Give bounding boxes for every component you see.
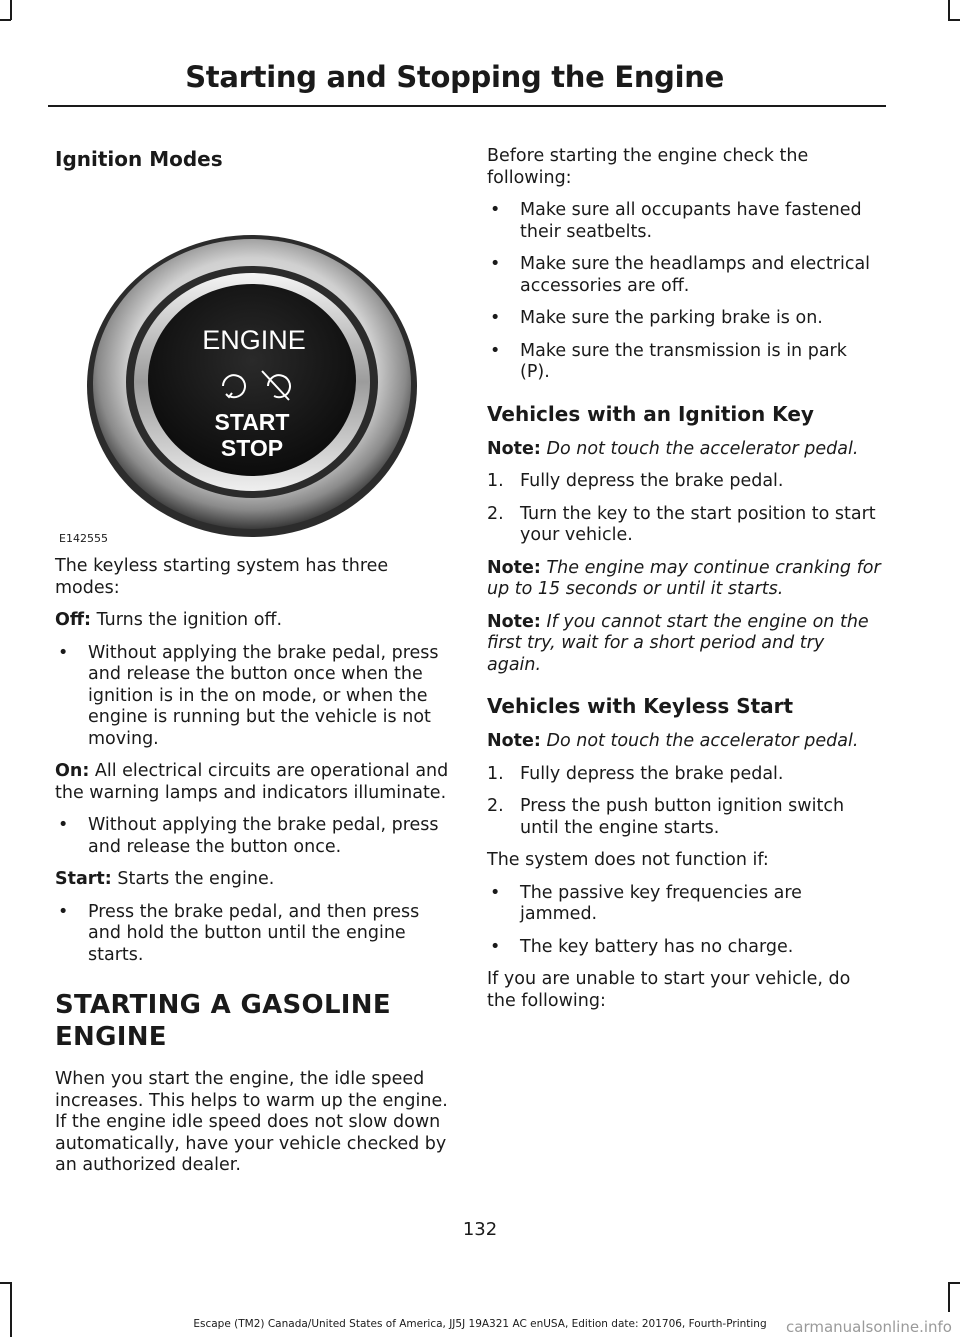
key-note-cranking: Note: The engine may continue cranking for up to 15 seconds or until it starts. [487, 557, 881, 599]
unable-to-start-text: If you are unable to start your vehicle, do the following: [487, 969, 851, 1011]
engine-button-figure [55, 164, 450, 544]
ignition-modes-heading: Ignition Modes [55, 147, 223, 171]
watermark: carmanualsonline.info [786, 1318, 952, 1336]
section-heading-line1: STARTING A GASOLINE [55, 990, 391, 1020]
keyless-note: Note: Do not touch the accelerator pedal. [487, 731, 859, 751]
list-item: • Make sure the transmission is in park (P). [487, 341, 882, 384]
on-mode: On: All electrical circuits are operational and the warning lamps and indicators illuminate. [55, 761, 449, 803]
list-item: • Without applying the brake pedal, press and release the button once when the ignition is in the on mode, or when the engine is running but the vehicle is not moving. [55, 643, 450, 751]
page-number: 132 [462, 1219, 498, 1240]
crop-mark [948, 1282, 960, 1284]
list-item: 1. Fully depress the brake pedal. [487, 471, 784, 491]
list-item: • Make sure the headlamps and electrical accessories are off. [487, 254, 882, 297]
list-item: 1. Fully depress the brake pedal. [487, 763, 784, 784]
right-column [487, 146, 882, 1012]
figure-code: E142555 [59, 532, 108, 545]
crop-mark [0, 19, 11, 21]
fail-bullets [487, 883, 882, 959]
list-item: • Make sure the parking brake is on. [487, 308, 882, 330]
header-rule [48, 105, 886, 107]
list-item: • Press the brake pedal, and then press and hold the button until the engine starts. [55, 902, 450, 967]
list-item: • The key battery has no charge. [487, 937, 882, 959]
key-note-retry: Note: If you cannot start the engine on the first try, wait for a short period and try again. [487, 611, 869, 675]
ignition-key-heading: Vehicles with an Ignition Key [487, 401, 814, 426]
section-heading-line2: ENGINE [55, 1022, 167, 1052]
crop-mark [0, 1282, 11, 1284]
keyless-intro: The keyless starting system has three modes: [55, 556, 389, 598]
keyless-steps [487, 764, 882, 840]
page-header-title: Starting and Stopping the Engine [185, 60, 724, 94]
keyless-start-heading: Vehicles with Keyless Start [487, 694, 794, 718]
fail-intro: The system does not function if: [487, 850, 769, 870]
list-item: • The passive key frequencies are jammed. [487, 883, 882, 926]
list-item: 2. Press the push button ignition switch until the engine starts. [487, 796, 845, 838]
list-item: • Make sure all occupants have fastened their seatbelts. [487, 200, 882, 243]
check-intro: Before starting the engine check the following: [487, 146, 809, 188]
start-stop-button-illustration [55, 164, 450, 544]
start-mode: Start: Starts the engine. [55, 869, 275, 889]
start-bullets [55, 902, 450, 967]
crop-mark [948, 1282, 950, 1312]
key-note: Note: Do not touch the accelerator pedal. [487, 438, 859, 459]
list-item: • Without applying the brake pedal, press and release the button once. [55, 815, 450, 858]
button-engine-text: ENGINE [202, 325, 306, 355]
left-column [55, 146, 450, 1177]
check-bullets [487, 200, 882, 384]
off-mode: Off: Turns the ignition off. [55, 610, 283, 630]
button-start-text: START [214, 409, 290, 435]
crop-mark [948, 0, 950, 20]
button-stop-text: STOP [220, 435, 284, 461]
crop-mark [10, 0, 12, 20]
on-bullets [55, 815, 450, 858]
edition-line: Escape (TM2) Canada/United States of America, JJ5J 19A321 AC enUSA, Edition date: 201706, Fourth-Printing [193, 1318, 767, 1330]
crop-mark [948, 19, 960, 21]
key-steps [487, 471, 882, 547]
list-item: 2. Turn the key to the start position to start your vehicle. [487, 503, 876, 545]
gasoline-start-paragraph: When you start the engine, the idle speed increases. This helps to warm up the engine. If the engine idle speed does not slow down automatically, have your vehicle checked by an authorized dealer. [55, 1069, 448, 1175]
off-bullets [55, 643, 450, 751]
